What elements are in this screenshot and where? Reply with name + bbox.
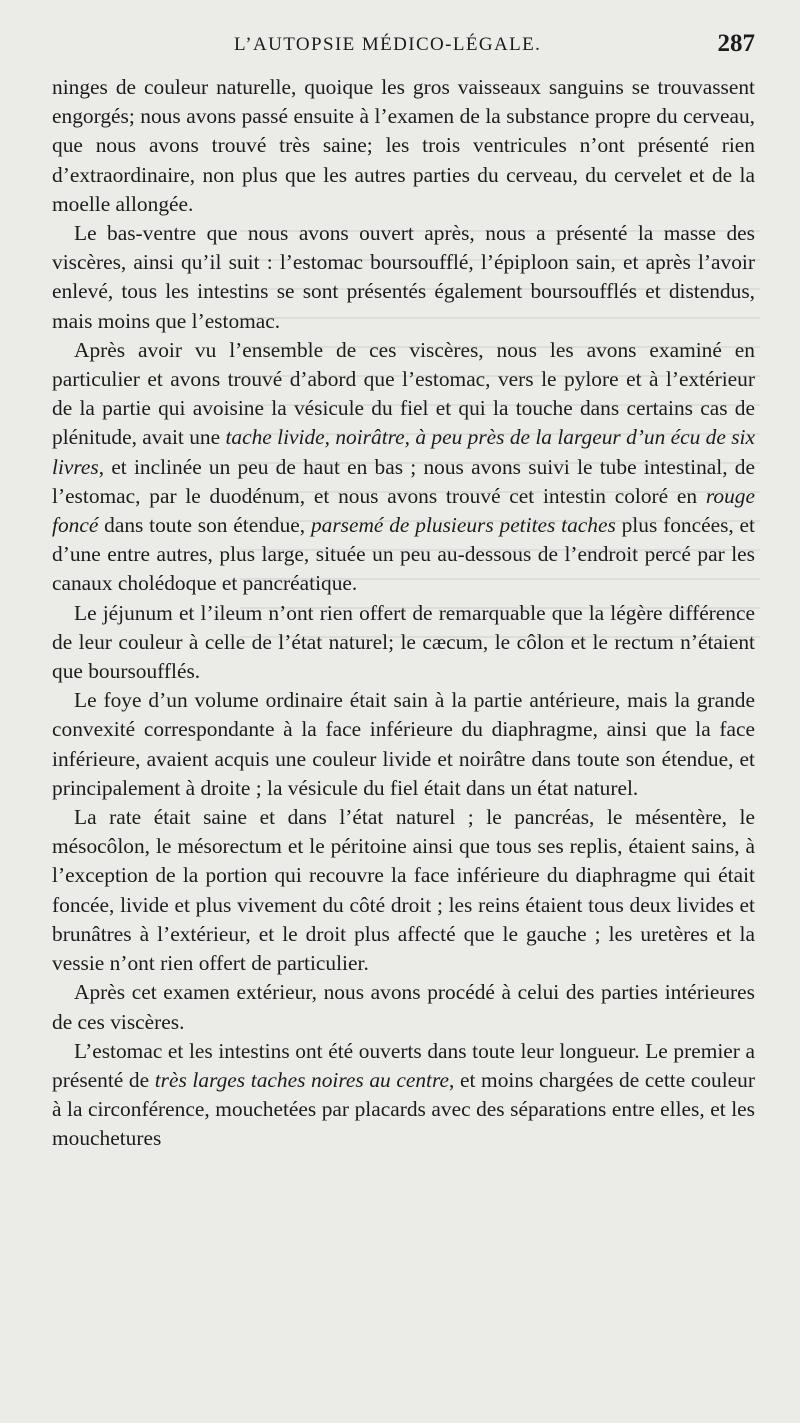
text-segment: Le jéjunum et l’ileum n’ont rien offert de remarquable que la légère différence de leur couleur à celle de l’état naturel; le cæcum, le côlon et le rectum n’étaient que boursoufflés. [52, 600, 755, 684]
paragraph [52, 599, 755, 687]
paragraph [52, 73, 755, 219]
text-segment: , et moins chargées de cette couleur à la circonférence, mouchetées par placards avec des séparations entre elles, et les mouchetures [52, 1067, 755, 1151]
paragraph [52, 686, 755, 803]
text-segment: Après cet examen extérieur, nous avons procédé à celui des parties intérieures de ces viscères. [52, 980, 755, 1034]
page-header [52, 30, 755, 66]
text-segment: dans toute son étendue, [98, 513, 311, 538]
italic-text-segment: parsemé de plusieurs petites taches [310, 513, 616, 538]
paragraph [52, 1037, 755, 1154]
paragraph [52, 803, 755, 978]
text-segment: ninges de couleur naturelle, quoique les gros vaisseaux sanguins se trouvassent engorgés; nous avons passé ensuite à l’examen de la substance propre du cerveau, que nous avons trouvé très saine; les trois ventricules n’ont présenté rien d’extraordinaire, non plus que les autres parties du cerveau, du cervelet et de la moelle allongée. [52, 75, 755, 216]
paragraph [52, 219, 755, 336]
text-segment: L’estomac et les intestins ont été ouverts dans toute leur longueur. Le premier a présenté de [52, 1038, 755, 1092]
italic-text-segment: très larges taches noires au centre [154, 1067, 450, 1092]
paragraph [52, 978, 755, 1036]
italic-text-segment: tache livide, noirâtre, à peu près de la largeur d’un écu de six livres [52, 425, 755, 479]
page-number: 287 [717, 30, 755, 57]
body-text [52, 73, 755, 1154]
text-segment: , et inclinée un peu de haut en bas ; nous avons suivi le tube intestinal, de l’estomac, par le duodénum, et nous avons trouvé cet intestin coloré en [52, 454, 755, 508]
paragraph [52, 336, 755, 599]
text-segment: La rate était saine et dans l’état naturel ; le pancréas, le mésentère, le mésocôlon, le mésorectum et le péritoine ainsi que tous ses replis, étaient sains, à l’exception de la portion qui recouvre la face inférieure du diaphragme qui était foncée, livide et plus vivement du côté droit ; les reins étaient tous deux livides et brunâtres à l’extérieur, et le droit plus affecté que le gauche ; les uretères et la vessie n’ont rien offert de particulier. [52, 805, 755, 976]
text-segment: Après avoir vu l’ensemble de ces viscères, nous les avons examiné en particulier et avons trouvé d’abord que l’estomac, vers le pylore et à l’extérieur de la partie qui avoisine la vésicule du fiel et qui la touche dans certains cas de plénitude, avait une [52, 337, 755, 450]
running-title: L’AUTOPSIE MÉDICO-LÉGALE. [234, 34, 542, 55]
text-segment: Le bas-ventre que nous avons ouvert après, nous a présenté la masse des viscères, ainsi qu’il suit : l’estomac boursoufflé, l’épiploon sain, et après l’avoir enlevé, tous les intestins se sont présentés également boursoufflés et distendus, mais moins que l’estomac. [52, 221, 755, 333]
italic-text-segment: rouge foncé [52, 483, 755, 538]
text-segment: Le foye d’un volume ordinaire était sain à la partie antérieure, mais la grande convexité correspondante à la face inférieure du diaphragme, ainsi que la face inférieure, avaient acquis une couleur livide et noirâtre dans toute son étendue, et principalement à droite ; la vésicule du fiel était dans un état naturel. [52, 688, 755, 800]
text-segment: plus foncées, et d’une entre autres, plus large, située un peu au-dessous de l’endroit percé par les canaux cholédoque et pancréatique. [52, 513, 755, 596]
